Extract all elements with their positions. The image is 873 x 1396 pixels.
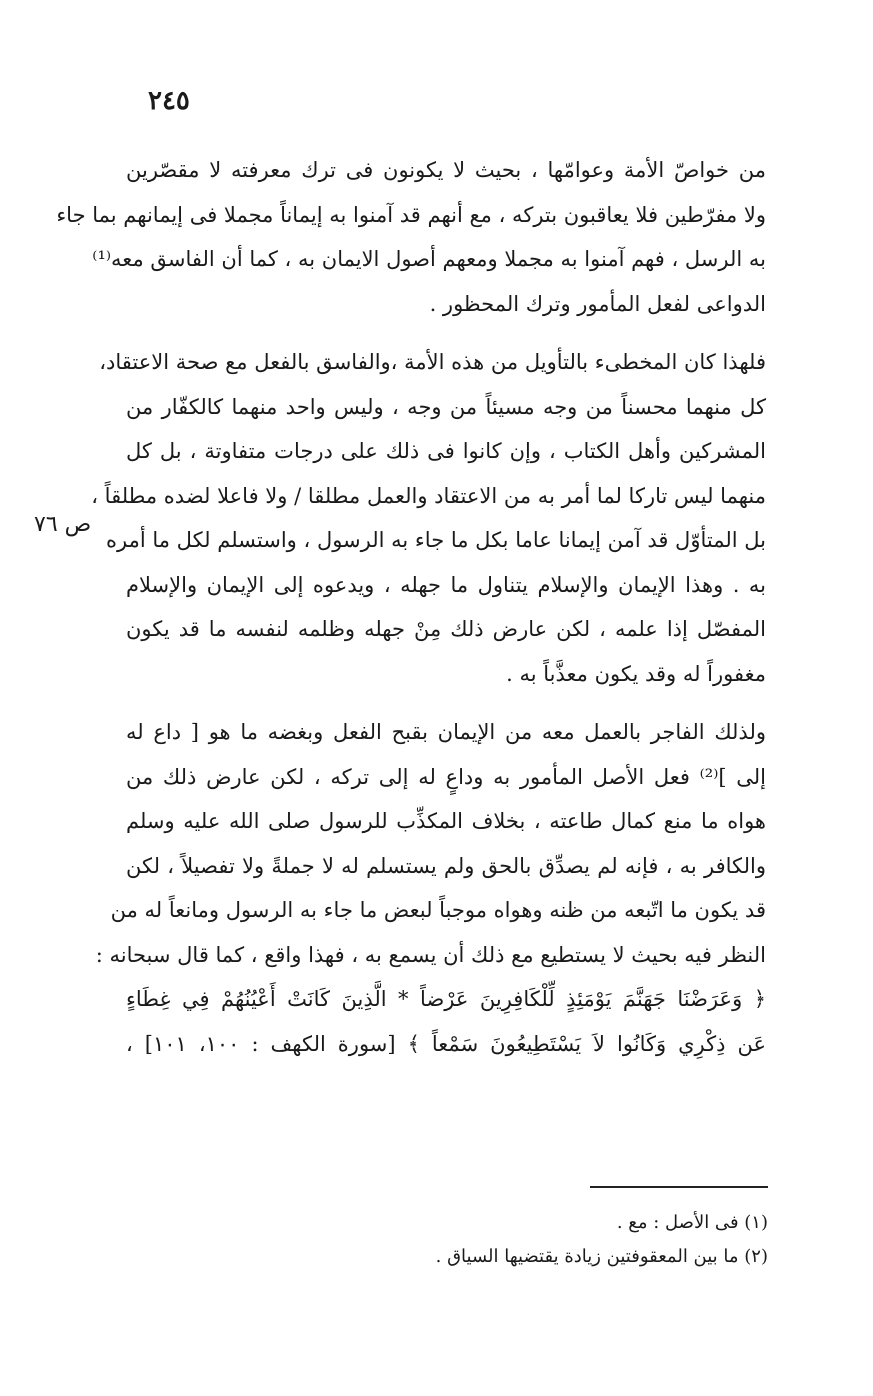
paragraph: [95, 710, 767, 1066]
footnote: (٢) ما بين المعقوفتين زيادة يقتضيها السياق .: [435, 1246, 768, 1267]
paragraph: [91, 340, 766, 696]
text-line: المشركين وأهل الكتاب ، وإن كانوا فى ذلك على درجات متفاوتة ، بل كل: [126, 439, 766, 463]
text-line: ولذلك الفاجر بالعمل معه من الإيمان بقبح الفعل وبغضه ما هو [ داع له: [126, 720, 766, 744]
paragraph: [56, 148, 766, 326]
text-line: ولا مفرّطين فلا يعاقبون بتركه ، مع أنهم قد آمنوا به إيماناً مجملا فى إيمانهم بما جاء: [56, 202, 766, 227]
text-line: من خواصّ الأمة وعوامّها ، بحيث لا يكونون فى ترك معرفته لا مقصّرين: [126, 158, 766, 182]
text-line: النظر فيه بحيث لا يستطيع مع ذلك أن يسمع به ، فهذا واقع ، كما قال سبحانه :: [95, 942, 766, 967]
text-line: الدواعى لفعل المأمور وترك المحظور .: [429, 291, 766, 316]
text-line: إلى ]⁽²⁾ فعل الأصل المأمور به وداعٍ له إلى تركه ، لكن عارض ذلك من: [126, 764, 767, 789]
margin-note: ص ٧٦: [34, 512, 92, 537]
text-line: مغفوراً له وقد يكون معذَّباً به .: [506, 661, 766, 686]
text-line: المفصّل إذا علمه ، لكن عارض ذلك مِنْ جهله وظلمه لنفسه ما قد يكون: [126, 617, 766, 641]
paragraph-gap: [126, 326, 766, 340]
footnote: (١) فى الأصل : مع .: [616, 1212, 768, 1233]
text-line: هواه ما منع كمال طاعته ، بخلاف المكذِّب للرسول صلى الله عليه وسلم: [126, 809, 766, 833]
text-line: فلهذا كان المخطىء بالتأويل من هذه الأمة ،والفاسق بالفعل مع صحة الاعتقاد،: [99, 350, 766, 374]
text-line: بل المتأوّل قد آمن إيمانا عاما بكل ما جاء به الرسول ، واستسلم لكل ما أمره: [106, 528, 766, 552]
text-line: والكافر به ، فإنه لم يصدِّق بالحق ولم يستسلم له لا جملةً ولا تفصيلاً ، لكن: [126, 853, 766, 878]
paragraph-gap: [126, 696, 766, 710]
page-number: ٢٤٥: [148, 86, 190, 116]
quran-verse-line: ﴿ وَعَرَضْنَا جَهَنَّمَ يَوْمَئِذٍ لِّلْكَافِرِينَ عَرْضاً * الَّذِينَ كَانَتْ أَعْيُنُهُمْ فِي غِطَاءٍ: [126, 987, 766, 1011]
footnote-divider: [590, 1186, 768, 1188]
text-line: قد يكون ما اتّبعه من ظنه وهواه موجباً لبعض ما جاء به الرسول ومانعاً له من: [110, 898, 766, 922]
text-line: كل منهما محسناً من وجه مسيئاً من وجه ، وليس واحد منهما كالكفّار من: [126, 394, 766, 419]
quran-verse-line: عَن ذِكْرِي وَكَانُوا لاَ يَسْتَطِيعُونَ سَمْعاً ﴾ [سورة الكهف : ١٠٠، ١٠١] ،: [126, 1031, 767, 1056]
text-line: منهما ليس تاركا لما أمر به من الاعتقاد والعمل مطلقا / ولا فاعلا لضده مطلقاً ،: [91, 483, 766, 508]
text-line: به . وهذا الإيمان والإسلام يتناول ما جهله ، ويدعوه إلى الإيمان والإسلام: [126, 572, 766, 597]
text-line: به الرسل ، فهم آمنوا به مجملا ومعهم أصول الايمان به ، كما أن الفاسق معه⁽¹⁾: [92, 247, 766, 271]
footnotes: [300, 1206, 768, 1274]
